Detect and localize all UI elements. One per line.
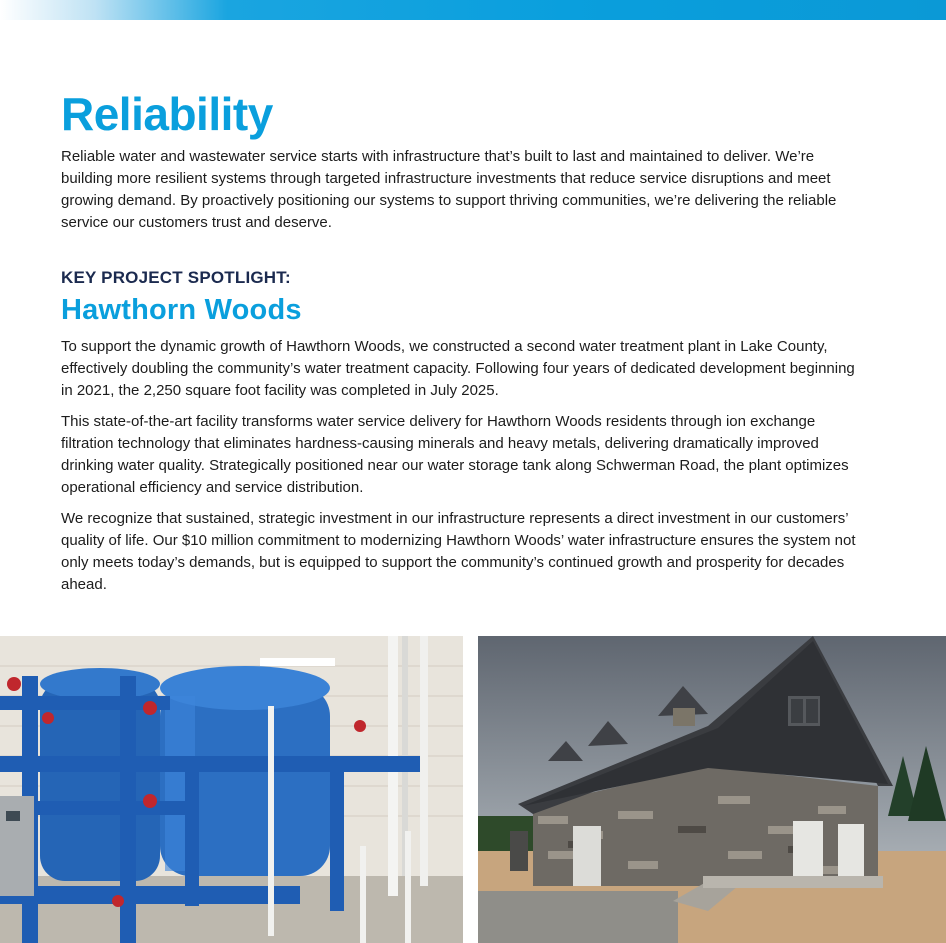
project-paragraph-2: This state-of-the-art facility transforms water service delivery for Hawthorn Woods residents through ion exchange filtration technology that eliminates hardness-causing minerals and heavy metals, delivering dramatically improved drinking water quality. Strategically positioned near our water storage tank along Schwerman Road, the plant optimizes operational efficiency and service distribution. (61, 413, 849, 496)
spotlight-kicker: KEY PROJECT SPOTLIGHT: (61, 268, 291, 287)
treatment-tanks-photo (0, 636, 463, 943)
intro-paragraph: Reliable water and wastewater service starts with infrastructure that’s built to last and maintained to deliver. We’re building more resilient systems through targeted infrastructure investments that reduce service disruptions and meet growing demand. By proactively positioning our systems to support thriving communities, we’re delivering the reliable service our customers trust and deserve. (61, 148, 837, 231)
project-paragraph-3: We recognize that sustained, strategic investment in our infrastructure represents a direct investment in our customers’ quality of life. Our $10 million commitment to modernizing Hawthorn Woods’ water infrastructure ensures the system not only meets today’s demands, but is equipped to support the community’s continued growth and prosperity for decades ahead. (61, 510, 856, 593)
project-paragraph-1: To support the dynamic growth of Hawthorn Woods, we constructed a second water treatment plant in Lake County, effectively doubling the community’s water treatment capacity. Following four years of dedicated development beginning in 2021, the 2,250 square foot facility was completed in July 2025. (61, 338, 855, 399)
project-title: Hawthorn Woods (61, 294, 302, 326)
treatment-building-photo (478, 636, 946, 943)
article-content (61, 86, 866, 596)
page-title: Reliability (61, 88, 273, 140)
header-gradient-bar (0, 0, 946, 20)
